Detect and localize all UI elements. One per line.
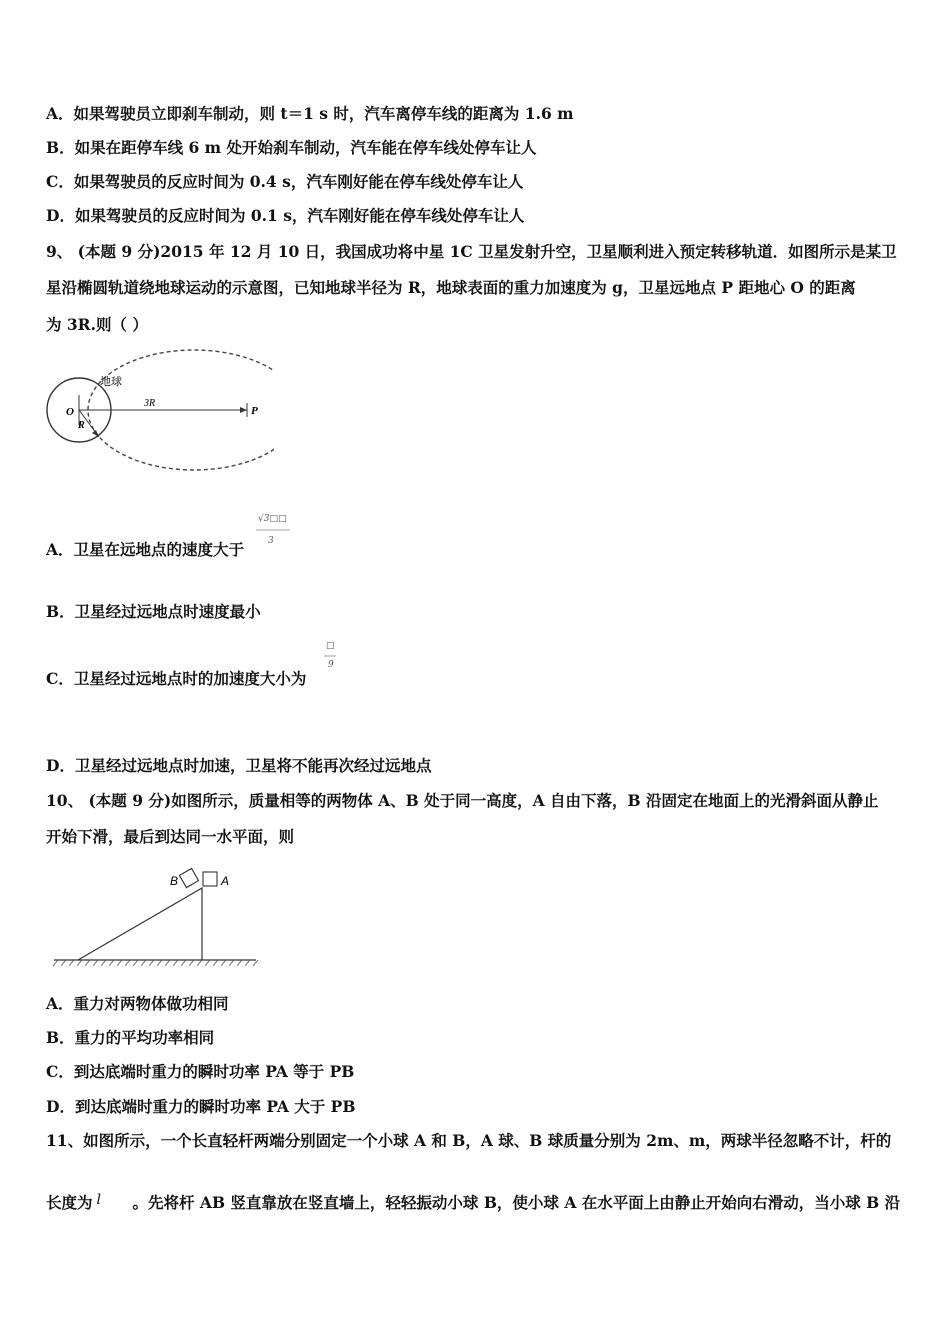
label-a: A — [221, 874, 230, 888]
q9-option-c-formula-bottom: 9 — [328, 660, 334, 670]
q9-option-a-formula-top: √3□□ — [258, 514, 287, 524]
q9-stem-line3: 为 3R.则（ ） — [46, 315, 148, 334]
radius-r-label: R — [78, 420, 85, 431]
q8-option-c: C．如果驾驶员的反应时间为 0.4 s，汽车刚好能在停车线处停车让人 — [46, 172, 524, 191]
q9-option-b: B．卫星经过远地点时速度最小 — [46, 602, 261, 621]
q9-stem-line1: 9、 (本题 9 分)2015 年 12 月 10 日，我国成功将中星 1C 卫星发射升空，卫星顺利进入预定转移轨道．如图所示是某卫 — [46, 242, 897, 261]
q9-option-a: A．卫星在远地点的速度大于 — [46, 540, 245, 559]
q11-stem-line1: 11、如图所示，一个长直轻杆两端分别固定一个小球 A 和 B，A 球、B 球质量分别为 2m、m，两球半径忽略不计，杆的 — [46, 1131, 892, 1150]
q10-option-b: B．重力的平均功率相同 — [46, 1028, 215, 1047]
q10-option-c: C．到达底端时重力的瞬时功率 PA 等于 PB — [46, 1062, 355, 1081]
orbit-diagram — [44, 345, 274, 480]
far-point-p-label: P — [251, 405, 258, 417]
block-b — [179, 868, 198, 887]
q8-option-d: D．如果驾驶员的反应时间为 0.1 s，汽车刚好能在停车线处停车让人 — [46, 206, 525, 225]
q11-l-symbol: l — [96, 1192, 101, 1208]
q10-option-d: D．到达底端时重力的瞬时功率 PA 大于 PB — [46, 1097, 356, 1116]
label-b: B — [170, 874, 179, 888]
q10-stem-line2: 开始下滑，最后到达同一水平面，则 — [46, 827, 295, 846]
q8-option-a: A．如果驾驶员立即刹车制动，则 t＝1 s 时，汽车离停车线的距离为 1.6 m — [46, 104, 574, 123]
center-o-label: O — [66, 406, 74, 418]
q10-option-a: A．重力对两物体做功相同 — [46, 994, 229, 1013]
q8-option-b: B．如果在距停车线 6 m 处开始刹车制动，汽车能在停车线处停车让人 — [46, 138, 537, 157]
q11-stem-line2 — [46, 1191, 900, 1213]
incline-diagram — [50, 866, 260, 970]
q9-option-c-fraction-bar — [324, 653, 338, 659]
earth-label: 地球 — [100, 376, 122, 388]
q11-line2-post: 。先将杆 AB 竖直靠放在竖直墙上，轻轻振动小球 B，使小球 A 在水平面上由静止开始向右滑动，当小球 B 沿 — [132, 1193, 901, 1212]
q9-option-c-formula-top: □ — [326, 641, 335, 651]
incline-slope — [78, 888, 202, 960]
block-a — [203, 872, 217, 886]
q9-stem-line2: 星沿椭圆轨道绕地球运动的示意图，已知地球半径为 R，地球表面的重力加速度为 g，卫星远地点 P 距地心 O 的距离 — [46, 278, 856, 297]
q9-option-a-fraction-bar — [256, 527, 292, 533]
q11-line2-pre: 长度为 — [46, 1193, 93, 1212]
q10-stem-line1: 10、 (本题 9 分)如图所示，质量相等的两物体 A、B 处于同一高度，A 自由下落，B 沿固定在地面上的光滑斜面从静止 — [46, 791, 879, 810]
distance-3r-label: 3R — [144, 398, 156, 409]
q9-option-c: C．卫星经过远地点时的加速度大小为 — [46, 669, 307, 688]
q9-option-d: D．卫星经过远地点时加速，卫星将不能再次经过远地点 — [46, 756, 432, 775]
q9-option-a-formula-bottom: 3 — [268, 536, 274, 546]
